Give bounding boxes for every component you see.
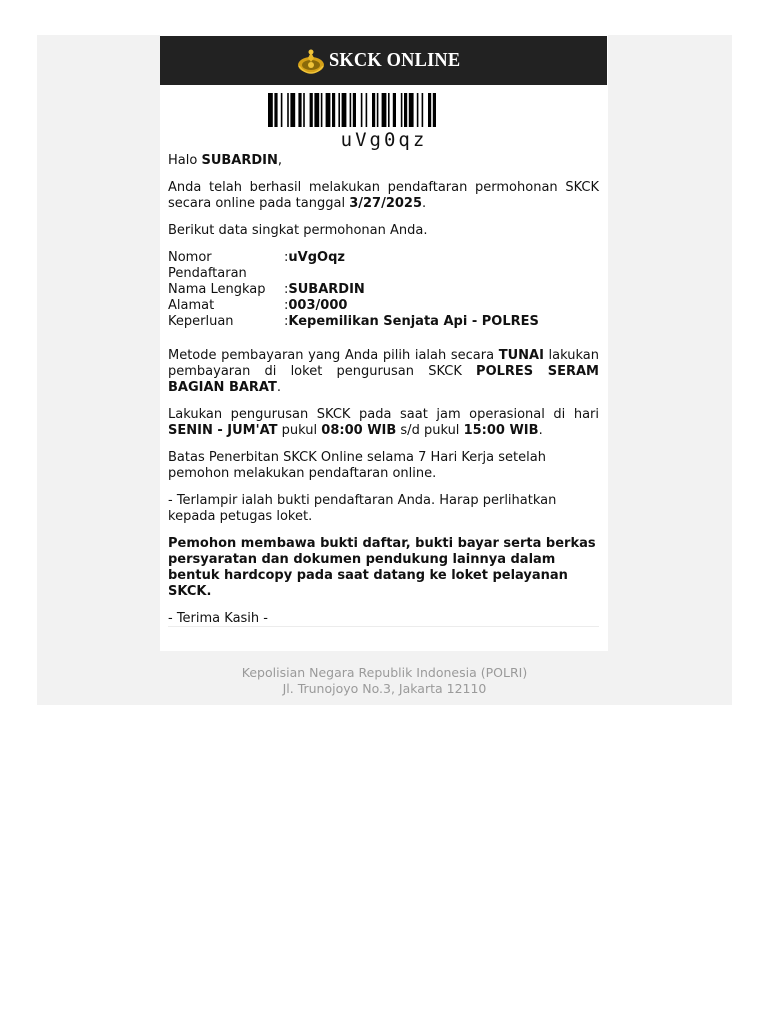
barcode-bar — [388, 93, 390, 127]
detail-separator: : — [284, 314, 289, 329]
barcode-bar — [298, 93, 301, 127]
barcode-bar — [321, 93, 323, 127]
footer-organization: Kepolisian Negara Republik Indonesia (POLRI) — [241, 665, 528, 680]
police-emblem-icon — [296, 46, 326, 76]
barcode-bar — [332, 93, 335, 127]
barcode-bar — [274, 93, 277, 127]
email-background — [37, 35, 732, 705]
intro-paragraph: Anda telah berhasil melakukan pendaftaran permohonan SKCK secara online pada tanggal 3/27/2025. — [168, 180, 599, 211]
hours-paragraph: Lakukan pengurusan SKCK pada saat jam operasional di hari SENIN - JUM'AT pukul 08:00 WIB s/d pukul 15:00 WIB. — [168, 407, 599, 438]
barcode-bar — [350, 93, 352, 127]
payment-method: TUNAI — [498, 348, 544, 363]
barcode-bar — [314, 93, 319, 127]
barcode-bar — [290, 93, 295, 127]
barcode-bar — [417, 93, 419, 127]
summary-intro: Berikut data singkat permohonan Anda. — [168, 223, 428, 238]
detail-label: Nomor Pendaftaran — [168, 250, 247, 281]
brand-logo — [296, 46, 472, 76]
barcode-bar — [393, 93, 396, 127]
barcode-bar — [372, 93, 375, 127]
detail-value: SUBARDIN — [288, 282, 365, 297]
header-bar — [160, 36, 607, 85]
detail-row — [168, 250, 539, 282]
footer — [37, 665, 732, 697]
detail-separator: : — [284, 282, 289, 297]
barcode-bar — [409, 93, 414, 127]
deadline-paragraph: Batas Penerbitan SKCK Online selama 7 Hari Kerja setelah pemohon melakukan pendaftaran online. — [168, 450, 546, 481]
barcode-bar — [377, 93, 379, 127]
barcode-bar — [382, 93, 387, 127]
barcode-bar — [310, 93, 313, 127]
payment-paragraph: Metode pembayaran yang Anda pilih ialah secara TUNAI lakukan pembayaran di loket pengurusan SKCK POLRES SERAM BAGIAN BARAT. — [168, 348, 599, 395]
barcode-image — [264, 93, 504, 127]
attachment-note: - Terlampir ialah bukti pendaftaran Anda. Harap perlihatkan kepada petugas loket. — [168, 493, 557, 524]
detail-value: Kepemilikan Senjata Api - POLRES — [288, 314, 539, 329]
barcode — [160, 93, 608, 151]
end-time: 15:00 WIB — [463, 423, 539, 438]
detail-row — [168, 314, 539, 330]
barcode-bar — [281, 93, 283, 127]
barcode-bar — [342, 93, 347, 127]
detail-label: Nama Lengkap — [168, 282, 266, 297]
barcode-bar — [366, 93, 368, 127]
recipient-name: SUBARDIN — [201, 153, 278, 168]
detail-separator: : — [284, 250, 289, 265]
detail-label: Keperluan — [168, 314, 234, 329]
barcode-bar — [433, 93, 436, 127]
registration-details — [168, 250, 539, 330]
barcode-bar — [326, 93, 331, 127]
barcode-bar — [338, 93, 340, 127]
detail-label: Alamat — [168, 298, 215, 313]
divider — [168, 626, 599, 627]
barcode-text: uVg0qz — [340, 129, 428, 151]
start-time: 08:00 WIB — [321, 423, 397, 438]
barcode-bar — [303, 93, 305, 127]
brand-title: SKCK ONLINE — [328, 49, 460, 71]
barcode-bar — [361, 93, 363, 127]
operating-days: SENIN - JUM'AT — [168, 423, 278, 438]
footer-address: Jl. Trunojoyo No.3, Jakarta 12110 — [282, 681, 487, 696]
registration-date: 3/27/2025 — [349, 196, 423, 211]
detail-row — [168, 298, 539, 314]
detail-value: 003/000 — [288, 298, 348, 313]
email-body — [168, 153, 599, 638]
detail-row — [168, 282, 539, 298]
payment-office: POLRES SERAM BAGIAN BARAT — [168, 364, 599, 395]
barcode-bar — [404, 93, 407, 127]
barcode-bar — [401, 93, 403, 127]
requirement-note: Pemohon membawa bukti daftar, bukti bayar serta berkas persyaratan dan dokumen pendukung lainnya dalam bentuk hardcopy pada saat datang ke loket pelayanan SKCK. — [168, 536, 596, 599]
closing-text: - Terima Kasih - — [168, 611, 268, 626]
barcode-bar — [287, 93, 289, 127]
barcode-bar — [422, 93, 424, 127]
detail-separator: : — [284, 298, 289, 313]
barcode-bar — [268, 93, 273, 127]
greeting: Halo SUBARDIN, — [168, 153, 283, 168]
barcode-bar — [353, 93, 356, 127]
detail-value: uVgOqz — [288, 250, 345, 265]
barcode-bar — [428, 93, 431, 127]
email-card — [160, 35, 608, 651]
